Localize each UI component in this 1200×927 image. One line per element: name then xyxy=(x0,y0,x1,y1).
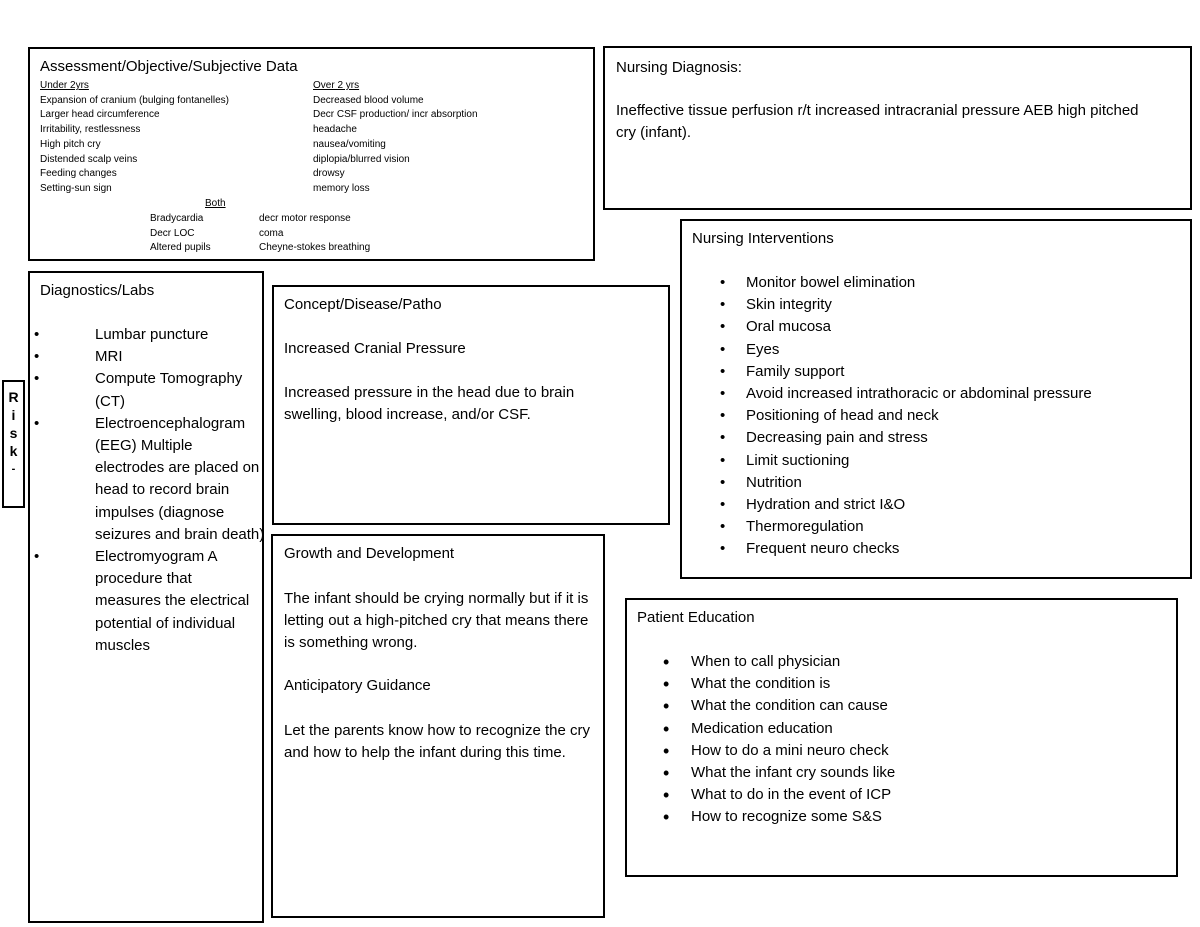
growth-development-box xyxy=(271,534,605,918)
risk-letter: s xyxy=(9,425,18,441)
nursing-diagnosis-box xyxy=(603,46,1192,210)
under-2yrs-column xyxy=(40,79,229,197)
under-item: Irritability, restlessness xyxy=(40,124,141,136)
diagnostic-item: • Compute Tomography (CT) xyxy=(34,370,243,410)
diagnostic-item: • Lumbar puncture xyxy=(30,324,266,346)
intervention-item: • Hydration and strict I&O xyxy=(682,494,1182,516)
under-item: High pitch cry xyxy=(40,138,101,150)
bullet-icon: • xyxy=(663,807,670,828)
over-item: memory loss xyxy=(313,182,370,194)
interventions-list xyxy=(682,272,1182,561)
bullet-icon: • xyxy=(663,696,670,717)
both-right-column xyxy=(259,212,370,256)
bullet-icon: • xyxy=(720,407,726,425)
diagnostic-item: • Electroencephalogram (EEG) Multiple electrodes are placed on head to record brain impulses (diagnose seizures and brain death) xyxy=(34,414,265,543)
bullet-icon: • xyxy=(34,326,40,343)
risk-letter: - xyxy=(11,463,16,475)
intervention-item: • Monitor bowel elimination xyxy=(682,272,1182,294)
under-item: Setting-sun sign xyxy=(40,182,112,194)
growth-development-text: The infant should be crying normally but if it is letting out a high-pitched cry that means there is something wrong. xyxy=(284,590,589,652)
bullet-icon: • xyxy=(720,362,726,380)
bullet-icon: • xyxy=(720,385,726,403)
education-item: • Medication education xyxy=(663,718,833,739)
intervention-item: • Family support xyxy=(682,361,1182,383)
concept-name: Increased Cranial Pressure xyxy=(284,340,466,357)
education-item: • What the condition is xyxy=(663,674,831,695)
under-item: Larger head circumference xyxy=(40,109,160,121)
bullet-icon: • xyxy=(720,318,726,336)
bullet-icon: • xyxy=(663,652,670,672)
growth-development-title: Growth and Development xyxy=(284,545,455,562)
bullet-icon: • xyxy=(34,414,40,432)
anticipatory-guidance-text: Let the parents know how to recognize the cry and how to help the infant during this time. xyxy=(284,722,591,762)
bullet-icon: • xyxy=(720,496,726,514)
assessment-title: Assessment/Objective/Subjective Data xyxy=(40,58,298,75)
bullet-icon: • xyxy=(663,785,670,806)
assessment-box xyxy=(28,47,595,261)
both-right-item: Cheyne-stokes breathing xyxy=(259,242,371,254)
over-item: nausea/vomiting xyxy=(313,138,386,150)
education-item: • What the condition can cause xyxy=(663,696,888,717)
over-2yrs-column xyxy=(313,79,478,197)
patient-education-box xyxy=(625,598,1178,877)
over-item: headache xyxy=(313,124,357,136)
concept-description: Increased pressure in the head due to brain swelling, blood increase, and/or CSF. xyxy=(284,384,575,424)
bullet-icon: • xyxy=(34,548,40,566)
bullet-icon: • xyxy=(34,370,40,388)
risk-side-label xyxy=(2,380,25,508)
risk-letter: R xyxy=(8,389,19,405)
diagnostics-title: Diagnostics/Labs xyxy=(40,282,155,299)
intervention-item: • Limit suctioning xyxy=(682,450,1182,472)
nursing-diagnosis-text: Ineffective tissue perfusion r/t increased intracranial pressure AEB high pitched cry (infant). xyxy=(616,102,1139,142)
education-item: • When to call physician xyxy=(663,652,841,672)
under-item: Distended scalp veins xyxy=(40,153,138,165)
under-2yrs-header: Under 2yrs xyxy=(40,80,89,91)
intervention-item: • Avoid increased intrathoracic or abdominal pressure xyxy=(682,383,1182,405)
over-2yrs-header: Over 2 yrs xyxy=(313,80,360,91)
bullet-icon: • xyxy=(720,540,726,558)
intervention-item: • Oral mucosa xyxy=(682,316,1182,338)
education-item: • How to recognize some S&S xyxy=(663,807,882,828)
both-left-item: Decr LOC xyxy=(150,227,195,239)
education-list xyxy=(627,651,1167,829)
both-left-item: Altered pupils xyxy=(150,242,211,254)
both-right-item: coma xyxy=(259,227,284,239)
nursing-interventions-title: Nursing Interventions xyxy=(692,230,834,247)
both-left-column xyxy=(150,212,211,256)
both-header: Both xyxy=(205,198,226,209)
over-item: Decr CSF production/ incr absorption xyxy=(313,109,478,121)
bullet-icon: • xyxy=(720,340,726,358)
over-item: drowsy xyxy=(313,168,345,180)
nursing-interventions-box xyxy=(680,219,1192,579)
bullet-icon: • xyxy=(720,451,726,469)
education-item: • How to do a mini neuro check xyxy=(663,740,889,761)
bullet-icon: • xyxy=(720,518,726,536)
education-item: • What to do in the event of ICP xyxy=(663,785,892,806)
both-right-item: decr motor response xyxy=(259,213,351,224)
nursing-diagnosis-title: Nursing Diagnosis: xyxy=(616,59,742,76)
bullet-icon: • xyxy=(663,718,670,739)
intervention-item: • Skin integrity xyxy=(682,294,1182,316)
diagnostics-box xyxy=(28,271,264,923)
intervention-item: • Frequent neuro checks xyxy=(682,538,1182,560)
over-item: Decreased blood volume xyxy=(313,94,424,106)
intervention-item: • Decreasing pain and stress xyxy=(682,427,1182,449)
bullet-icon: • xyxy=(663,763,670,784)
concept-title: Concept/Disease/Patho xyxy=(284,296,442,313)
diagnostics-list xyxy=(30,324,266,657)
concept-box xyxy=(272,285,670,525)
diagnostic-item: • MRI xyxy=(30,346,266,368)
bullet-icon: • xyxy=(720,429,726,447)
intervention-item: • Eyes xyxy=(682,339,1182,361)
under-item: Feeding changes xyxy=(40,168,117,180)
under-item: Expansion of cranium (bulging fontanelles) xyxy=(40,94,229,106)
bullet-icon: • xyxy=(720,274,726,291)
intervention-item: • Positioning of head and neck xyxy=(682,405,1182,427)
risk-letter: k xyxy=(9,443,18,459)
risk-letter: i xyxy=(11,407,16,423)
diagnostic-item: • Electromyogram A procedure that measures the electrical potential of individual muscles xyxy=(34,548,250,654)
bullet-icon: • xyxy=(663,674,670,695)
intervention-item: • Nutrition xyxy=(682,472,1182,494)
bullet-icon: • xyxy=(720,296,726,314)
both-left-item: Bradycardia xyxy=(150,213,204,224)
intervention-item: • Thermoregulation xyxy=(682,516,1182,538)
bullet-icon: • xyxy=(720,473,726,491)
anticipatory-guidance-title: Anticipatory Guidance xyxy=(284,677,431,694)
bullet-icon: • xyxy=(663,740,670,761)
patient-education-title: Patient Education xyxy=(637,609,755,626)
education-item: • What the infant cry sounds like xyxy=(663,763,896,784)
over-item: diplopia/blurred vision xyxy=(313,153,410,165)
bullet-icon: • xyxy=(34,348,40,366)
